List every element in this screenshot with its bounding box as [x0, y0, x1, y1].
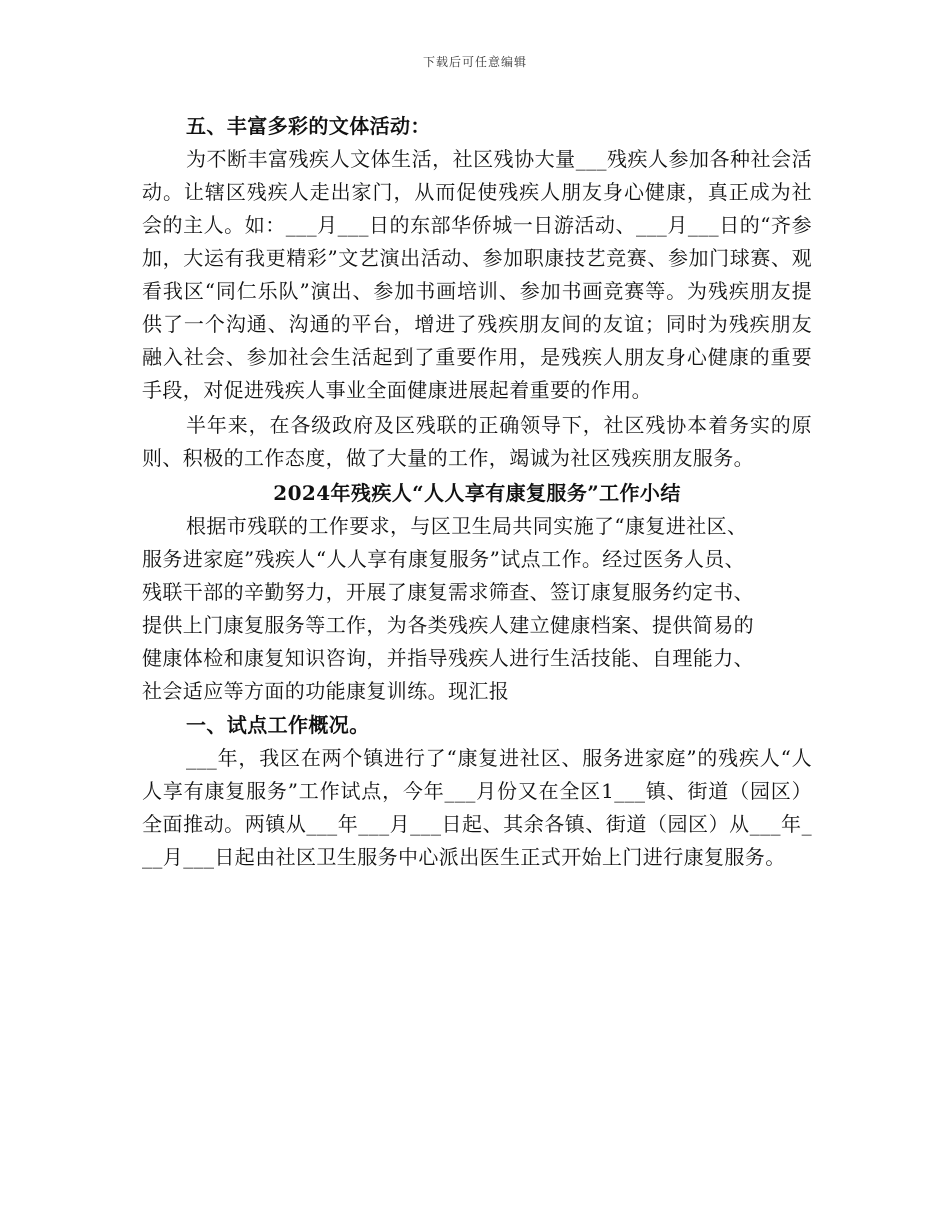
intro-line: 服务进家庭”残疾人“人人享有康复服务”试点工作。经过医务人员、 — [142, 547, 746, 571]
document-body — [142, 110, 812, 874]
intro-line: 健康体检和康复知识咨询，并指导残疾人进行生活技能、自理能力、 — [142, 646, 754, 670]
intro-line: 根据市残联的工作要求，与区卫生局共同实施了“康复进社区、 — [186, 514, 748, 538]
paragraph-activities: 为不断丰富残疾人文体生活，社区残协大量___残疾人参加各种社会活动。让辖区残疾人走出家门，从而促使残疾人朋友身心健康，真正成为社会的主人。如：___月___日的东部华侨城一日游活动、___月___日的“齐参加，大运有我更精彩”文艺演出活动、参加职康技艺竞赛、参加门球赛、观看我区“同仁乐队”演出、参加书画培训、参加书画竞赛等。为残疾朋友提供了一个沟通、沟通的平台，增进了残疾朋友间的友谊；同时为残疾朋友融入社会、参加社会生活起到了重要作用，是残疾人朋友身心健康的重要手段，对促进残疾人事业全面健康进展起着重要的作用。 — [142, 147, 812, 402]
intro-line: 提供上门康复服务等工作，为各类残疾人建立健康档案、提供简易的 — [142, 613, 754, 637]
intro-line: 残联干部的辛勤努力，开展了康复需求筛查、签订康复服务约定书、 — [142, 580, 754, 604]
paragraph-overview: ___年，我区在两个镇进行了“康复进社区、服务进家庭”的残疾人“人人享有康复服务”工作试点，今年___月份又在全区1___镇、街道（园区）全面推动。两镇从___年___月___日起、其余各镇、街道（园区）从___年___月___日起由社区卫生服务中心派出医生正式开始上门进行康复服务。 — [142, 746, 812, 869]
report-intro — [142, 510, 812, 708]
intro-line: 社会适应等方面的功能康复训练。现汇报 — [142, 679, 510, 703]
paragraph-summary: 半年来，在各级政府及区残联的正确领导下，社区残协本着务实的原则、积极的工作态度，做了大量的工作，竭诚为社区残疾朋友服务。 — [142, 413, 812, 470]
page-header: 下载后可任意编辑 — [422, 55, 527, 69]
section-heading-1: 一、试点工作概况。 — [186, 713, 370, 737]
section-heading-5: 五、丰富多彩的文体活动： — [186, 114, 431, 138]
report-title: 2024年残疾人“人人享有康复服务”工作小结 — [273, 481, 681, 505]
